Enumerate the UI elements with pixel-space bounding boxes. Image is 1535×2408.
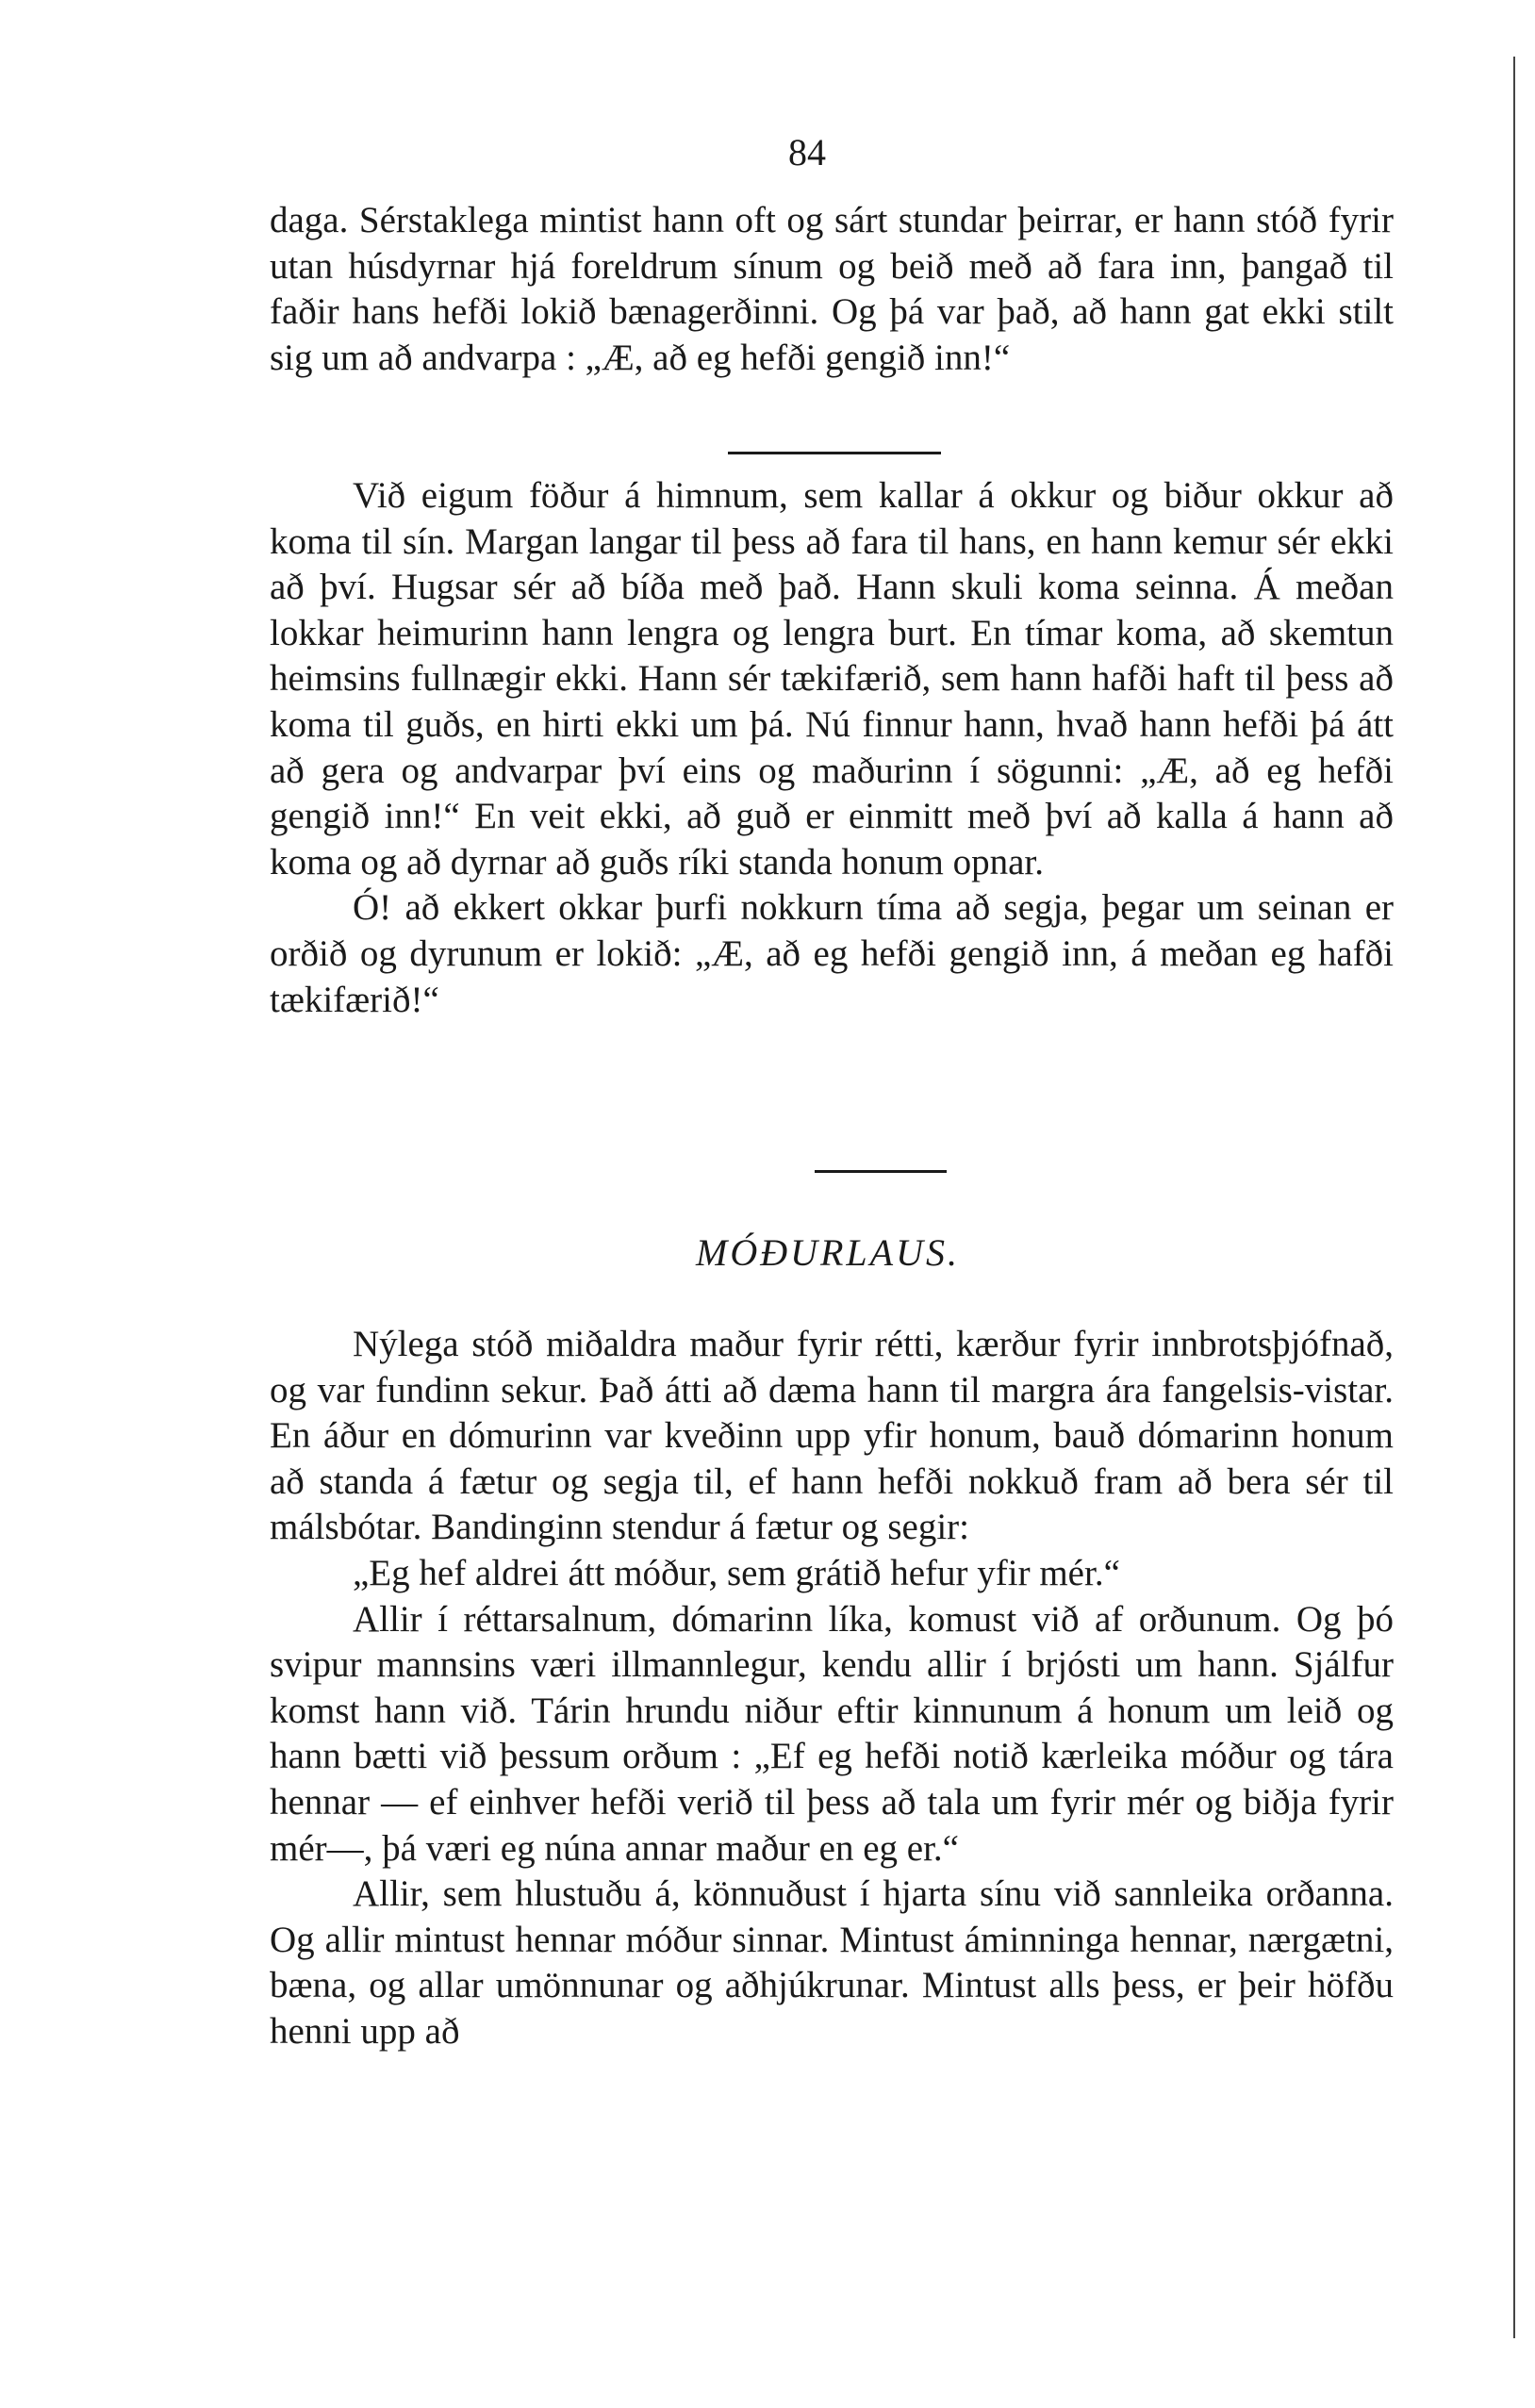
section-heading: MÓÐURLAUS. (696, 1231, 960, 1274)
paragraph: daga. Sérstaklega mintist hann oft og sárt stundar þeirrar, er hann stóð fyrir utan húsdyrnar hjá foreldrum sínum og beið með að fara inn, þangað til faðir hans hefði lokið bænagerðinni. Og þá var það, að hann gat ekki stilt sig um að andvarpa : „Æ, að eg hefði gengið inn!“ (270, 200, 1394, 378)
paragraph: Allir í réttarsalnum, dómarinn líka, komust við af orðunum. Og þó svipur mannsins væri illmannlegur, kendu allir í brjósti um hann. Sjálfur komst hann við. Tárin hrundu niður eftir kinnunum á honum um leið og hann bætti við þessum orðum : „Ef eg hefði notið kærleika móður og tára hennar — ef einhver hefði verið til þess að tala um fyrir mér og biðja fyrir mér—, þá væri eg núna annar maður en eg er.“ (270, 1598, 1394, 1869)
paragraph: Nýlega stóð miðaldra maður fyrir rétti, kærður fyrir innbrotsþjófnað, og var fundinn sekur. Það átti að dæma hann til margra ára fangelsis-vistar. En áður en dómurinn var kveðinn upp yfir honum, bauð dómarinn honum að standa á fætur og segja til, ef hann hefði nokkuð fram að bera sér til málsbótar. Bandinginn stendur á fætur og segir: (270, 1324, 1394, 1548)
paragraph: „Eg hef aldrei átt móður, sem grátið hefur yfir mér.“ (353, 1552, 1120, 1593)
paragraph: Við eigum föður á himnum, sem kallar á okkur og biður okkur að koma til sín. Margan langar til þess að fara til hans, en hann kemur sér ekki að því. Hugsar sér að bíða með það. Hann skuli koma seinna. Á meðan lokkar heimurinn hann lengra og lengra burt. En tímar koma, að skemtun heimsins fullnægir ekki. Hann sér tækifærið, sem hann hafði haft til þess að koma til guðs, en hirti ekki um þá. Nú finnur hann, hvað hann hefði þá átt að gera og andvarpar því eins og maðurinn í sögunni: „Æ, að eg hefði gengið inn!“ En veit ekki, að guð er einmitt með því að kalla á hann að koma og að dyrnar að guðs ríki standa honum opnar. (270, 475, 1394, 882)
section-separator-rule (815, 1170, 947, 1173)
text-block-bottom (270, 1322, 1394, 2055)
separator-rule (728, 452, 941, 454)
text-block-middle (270, 473, 1394, 1023)
page-number: 84 (788, 131, 826, 173)
text-block-top (270, 198, 1394, 381)
paragraph: Allir, sem hlustuðu á, könnuðust í hjarta sínu við sannleika orðanna. Og allir mintust hennar móður sinnar. Mintust áminninga hennar, nærgætni, bæna, og allar umönnunar og aðhjúkrunar. Mintust alls þess, er þeir höfðu henni upp að (270, 1873, 1394, 2052)
paragraph: Ó! að ekkert okkar þurfi nokkurn tíma að segja, þegar um seinan er orðið og dyrunum er lokið: „Æ, að eg hefði gengið inn, á meðan eg hafði tækifærið!“ (270, 887, 1394, 1020)
page-edge-line (1513, 57, 1515, 2338)
